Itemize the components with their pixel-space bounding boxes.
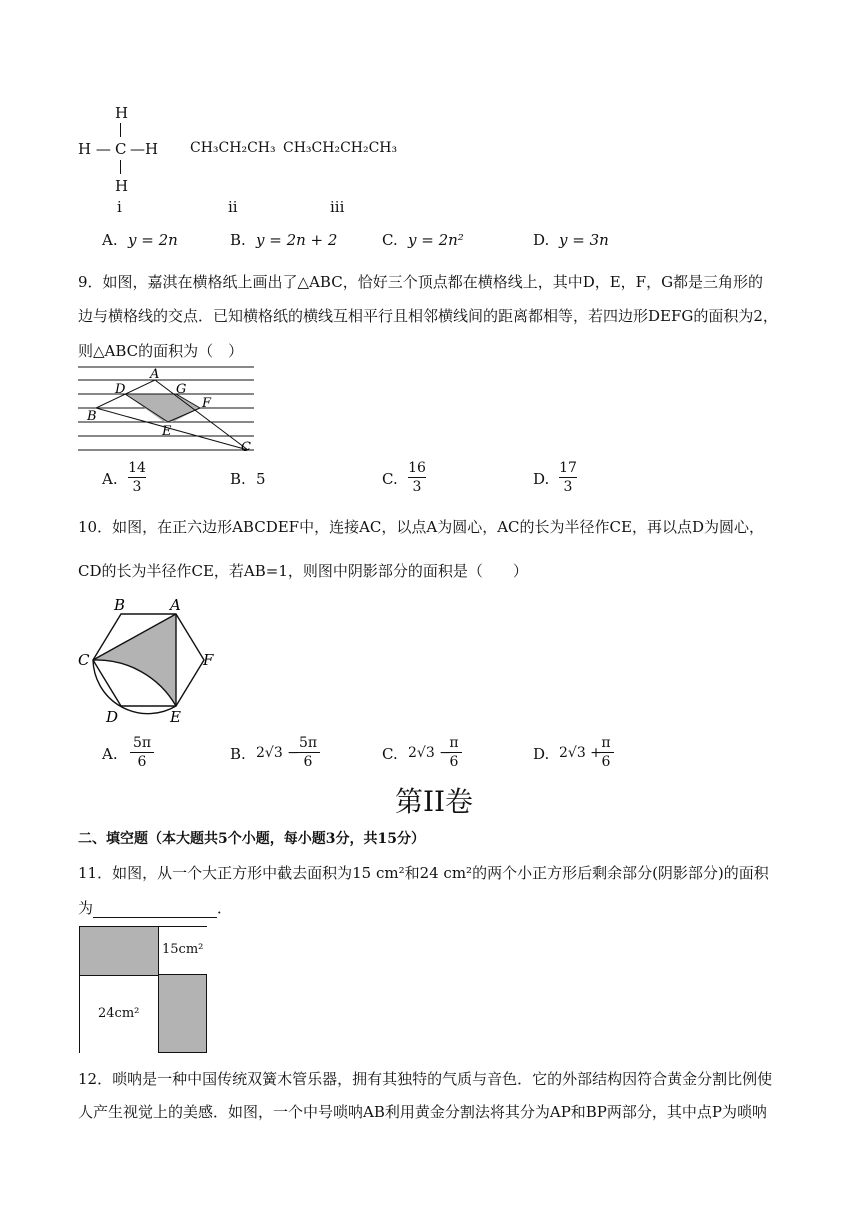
q10-d-num: π: [601, 735, 611, 751]
q10-label-d: D: [106, 708, 119, 726]
q10-option-d-letter: D.: [533, 745, 550, 763]
q9-line1: 9．如图，嘉淇在横格纸上画出了△ABC，恰好三个顶点都在横格线上，其中D，E，F，G都是三角形的: [78, 273, 764, 291]
q10-c-den: 6: [449, 754, 459, 770]
methane-h-top: H: [115, 104, 129, 122]
q10-option-c-letter: C.: [382, 745, 398, 763]
q9-c-den: 3: [412, 479, 422, 495]
q10-label-a: A: [170, 596, 181, 614]
q9-option-b-letter: B.: [230, 470, 246, 488]
methane-h-right: —H: [130, 140, 159, 158]
q10-option-d[interactable]: [598, 735, 614, 770]
q10-c-num: π: [449, 735, 459, 751]
q10-a-den: 6: [137, 754, 147, 770]
q11-suffix: ．: [217, 899, 233, 917]
propane-formula: CH₃CH₂CH₃: [190, 140, 276, 156]
q10-option-a[interactable]: [130, 735, 154, 770]
q10-line1: 10．如图，在正六边形ABCDEF中，连接AC，以点A为圆心，AC的长为半径作CE，再以点D为圆心，: [78, 518, 764, 536]
q9-figure: [78, 362, 258, 454]
q10-label-e: E: [170, 708, 181, 726]
methane-h-bottom: H: [115, 177, 129, 195]
q10-option-c[interactable]: [446, 735, 462, 770]
q11-line1: 11．如图，从一个大正方形中截去面积为15 cm²和24 cm²的两个小正方形后剩余部分(阴影部分)的面积: [78, 864, 769, 882]
butane-formula: CH₃CH₂CH₂CH₃: [283, 140, 398, 156]
q12-line1: 12．唢呐是一种中国传统双簧木管乐器，拥有其独特的气质与音色．它的外部结构因符合黄金分割比例使: [78, 1070, 773, 1088]
q8-option-d[interactable]: y = 3n: [559, 231, 609, 249]
q8-option-b-letter: B.: [230, 231, 246, 249]
q11-big-label: 24cm²: [98, 1006, 140, 1021]
q8-option-c[interactable]: y = 2n²: [408, 231, 464, 249]
q9-d-den: 3: [563, 479, 573, 495]
q10-a-num: 5π: [132, 735, 152, 751]
q9-label-f: F: [202, 396, 212, 411]
q9-option-d-letter: D.: [533, 470, 550, 488]
q8-option-a[interactable]: y = 2n: [128, 231, 178, 249]
q11-small-label: 15cm²: [162, 942, 204, 957]
q9-option-a[interactable]: [128, 460, 146, 495]
q11-answer-blank[interactable]: [93, 903, 217, 918]
q11-big-square: [80, 975, 159, 1053]
q9-option-c[interactable]: [408, 460, 426, 495]
q11-prefix: 为: [78, 899, 94, 917]
q10-d-den: 6: [601, 754, 611, 770]
q9-c-num: 16: [408, 460, 426, 476]
q9-option-d[interactable]: [559, 460, 577, 495]
q9-label-c: C: [241, 440, 251, 454]
q9-option-c-letter: C.: [382, 470, 398, 488]
q9-label-a: A: [150, 367, 160, 382]
section-heading: 二、填空题（本大题共5个小题，每小题3分，共15分）: [78, 831, 425, 847]
q10-label-c: C: [78, 651, 90, 669]
q10-b-num: 5π: [298, 735, 318, 751]
q9-label-e: E: [162, 424, 172, 439]
q10-option-b-letter: B.: [230, 745, 246, 763]
q9-label-g: G: [176, 382, 187, 397]
label-iii: iii: [330, 198, 345, 216]
q10-c-prefix: 2√3 −: [408, 745, 451, 761]
q11-figure: [79, 926, 207, 1053]
q10-option-a-letter: A.: [102, 745, 118, 763]
q10-line2: CD的长为半径作CE，若AB=1，则图中阴影部分的面积是（ ）: [78, 562, 528, 580]
q9-label-b: B: [87, 409, 97, 424]
label-i: i: [117, 198, 122, 216]
q9-option-a-letter: A.: [102, 470, 118, 488]
bond-bottom: [120, 160, 121, 174]
label-ii: ii: [228, 198, 238, 216]
q10-d-prefix: 2√3 +: [559, 745, 602, 761]
q10-b-prefix: 2√3 −: [256, 745, 299, 761]
q11-small-square: [158, 927, 207, 975]
bond-top: [120, 123, 121, 137]
q8-option-a-letter: A.: [102, 231, 118, 249]
q8-option-c-letter: C.: [382, 231, 398, 249]
section-title: 第II卷: [394, 785, 474, 818]
q10-label-f: F: [203, 651, 214, 669]
q10-label-b: B: [114, 596, 126, 614]
q12-line2: 人产生视觉上的美感．如图，一个中号唢呐AB利用黄金分割法将其分为AP和BP两部分，其中点P为唢呐: [78, 1103, 767, 1121]
q9-line3: 则△ABC的面积为（ ）: [78, 342, 244, 360]
q9-line2: 边与横格线的交点．已知横格纸的横线互相平行且相邻横线间的距离都相等，若四边形DEFG的面积为2，: [78, 307, 778, 325]
q10-figure: [76, 594, 226, 726]
q11-line2: [78, 897, 232, 918]
q9-label-d: D: [115, 382, 126, 397]
q9-d-num: 17: [559, 460, 577, 476]
q10-option-b[interactable]: [296, 735, 320, 770]
q8-option-b[interactable]: y = 2n + 2: [256, 231, 338, 249]
q9-a-num: 14: [128, 460, 146, 476]
q9-option-b[interactable]: 5: [256, 470, 266, 488]
methane-h-left: H —: [78, 140, 111, 158]
methane-c: C: [115, 140, 127, 158]
q10-b-den: 6: [303, 754, 313, 770]
q9-a-den: 3: [132, 479, 142, 495]
q8-option-d-letter: D.: [533, 231, 550, 249]
